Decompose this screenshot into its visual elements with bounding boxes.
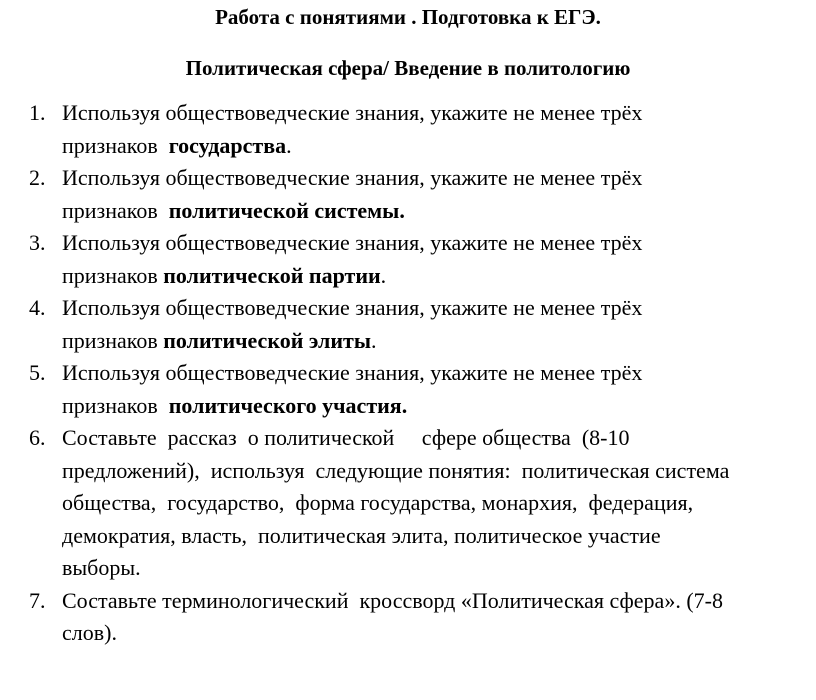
task-text-line [62,390,796,423]
task-prefix: признаков [62,197,169,223]
task-number: 7. [29,587,46,613]
page-subtitle: Политическая сфера/ Введение в политологию [185,56,631,80]
task-keyword: политической элиты [163,327,371,353]
task-number: 4. [29,295,46,320]
page-title: Работа с понятиями . Подготовка к ЕГЭ. [215,5,601,29]
task-suffix: . [286,132,292,158]
task-text-line [62,260,796,293]
task-keyword: политической партии [163,262,381,288]
task-item-3 [0,227,816,292]
task-text-line [62,325,796,358]
task-text-line: выборы. [62,555,141,580]
task-item-4 [0,292,816,357]
task-text-line: Используя обществоведческие знания, укажите не менее трёх [62,295,643,320]
task-prefix: признаков [62,262,164,288]
task-number: 5. [29,360,46,385]
task-text-line: слов). [62,620,117,645]
task-item-6 [0,422,816,585]
task-number: 1. [29,100,46,125]
task-prefix: признаков [62,327,164,353]
task-text-line [62,130,796,163]
task-text-line: Используя обществоведческие знания, укажите не менее трёх [62,165,643,190]
task-list [0,97,816,650]
task-text-line: общества, государство, форма государства, монархия, федерация, [62,490,694,515]
task-text-line: предложений), используя следующие понятия: политическая система [62,457,730,483]
task-suffix: . [380,262,387,288]
task-number: 6. [29,425,46,450]
task-keyword: государства [168,132,287,158]
task-text-line: Используя обществоведческие знания, укажите не менее трёх [62,230,643,255]
task-text-line: Составьте рассказ о политической сфере общества (8-10 [62,425,630,450]
task-item-2 [0,162,816,227]
task-text-line: демократия, власть, политическая элита, политическое участие [62,522,661,548]
task-suffix: . [371,327,377,353]
task-item-5 [0,357,816,422]
task-number: 2. [29,165,46,190]
task-number: 3. [29,230,46,255]
task-prefix: признаков [62,392,169,418]
task-item-7 [0,585,816,650]
task-text-line: Используя обществоведческие знания, укажите не менее трёх [62,360,643,385]
task-text-line [62,195,796,228]
task-text-line: Используя обществоведческие знания, укажите не менее трёх [62,100,643,125]
task-keyword: политического участия. [168,392,408,418]
task-item-1 [0,97,816,162]
task-keyword: политической системы. [168,197,405,223]
task-prefix: признаков [62,132,169,158]
task-text-line: Составьте терминологический кроссворд «Политическая сфера». (7-8 [62,587,723,613]
